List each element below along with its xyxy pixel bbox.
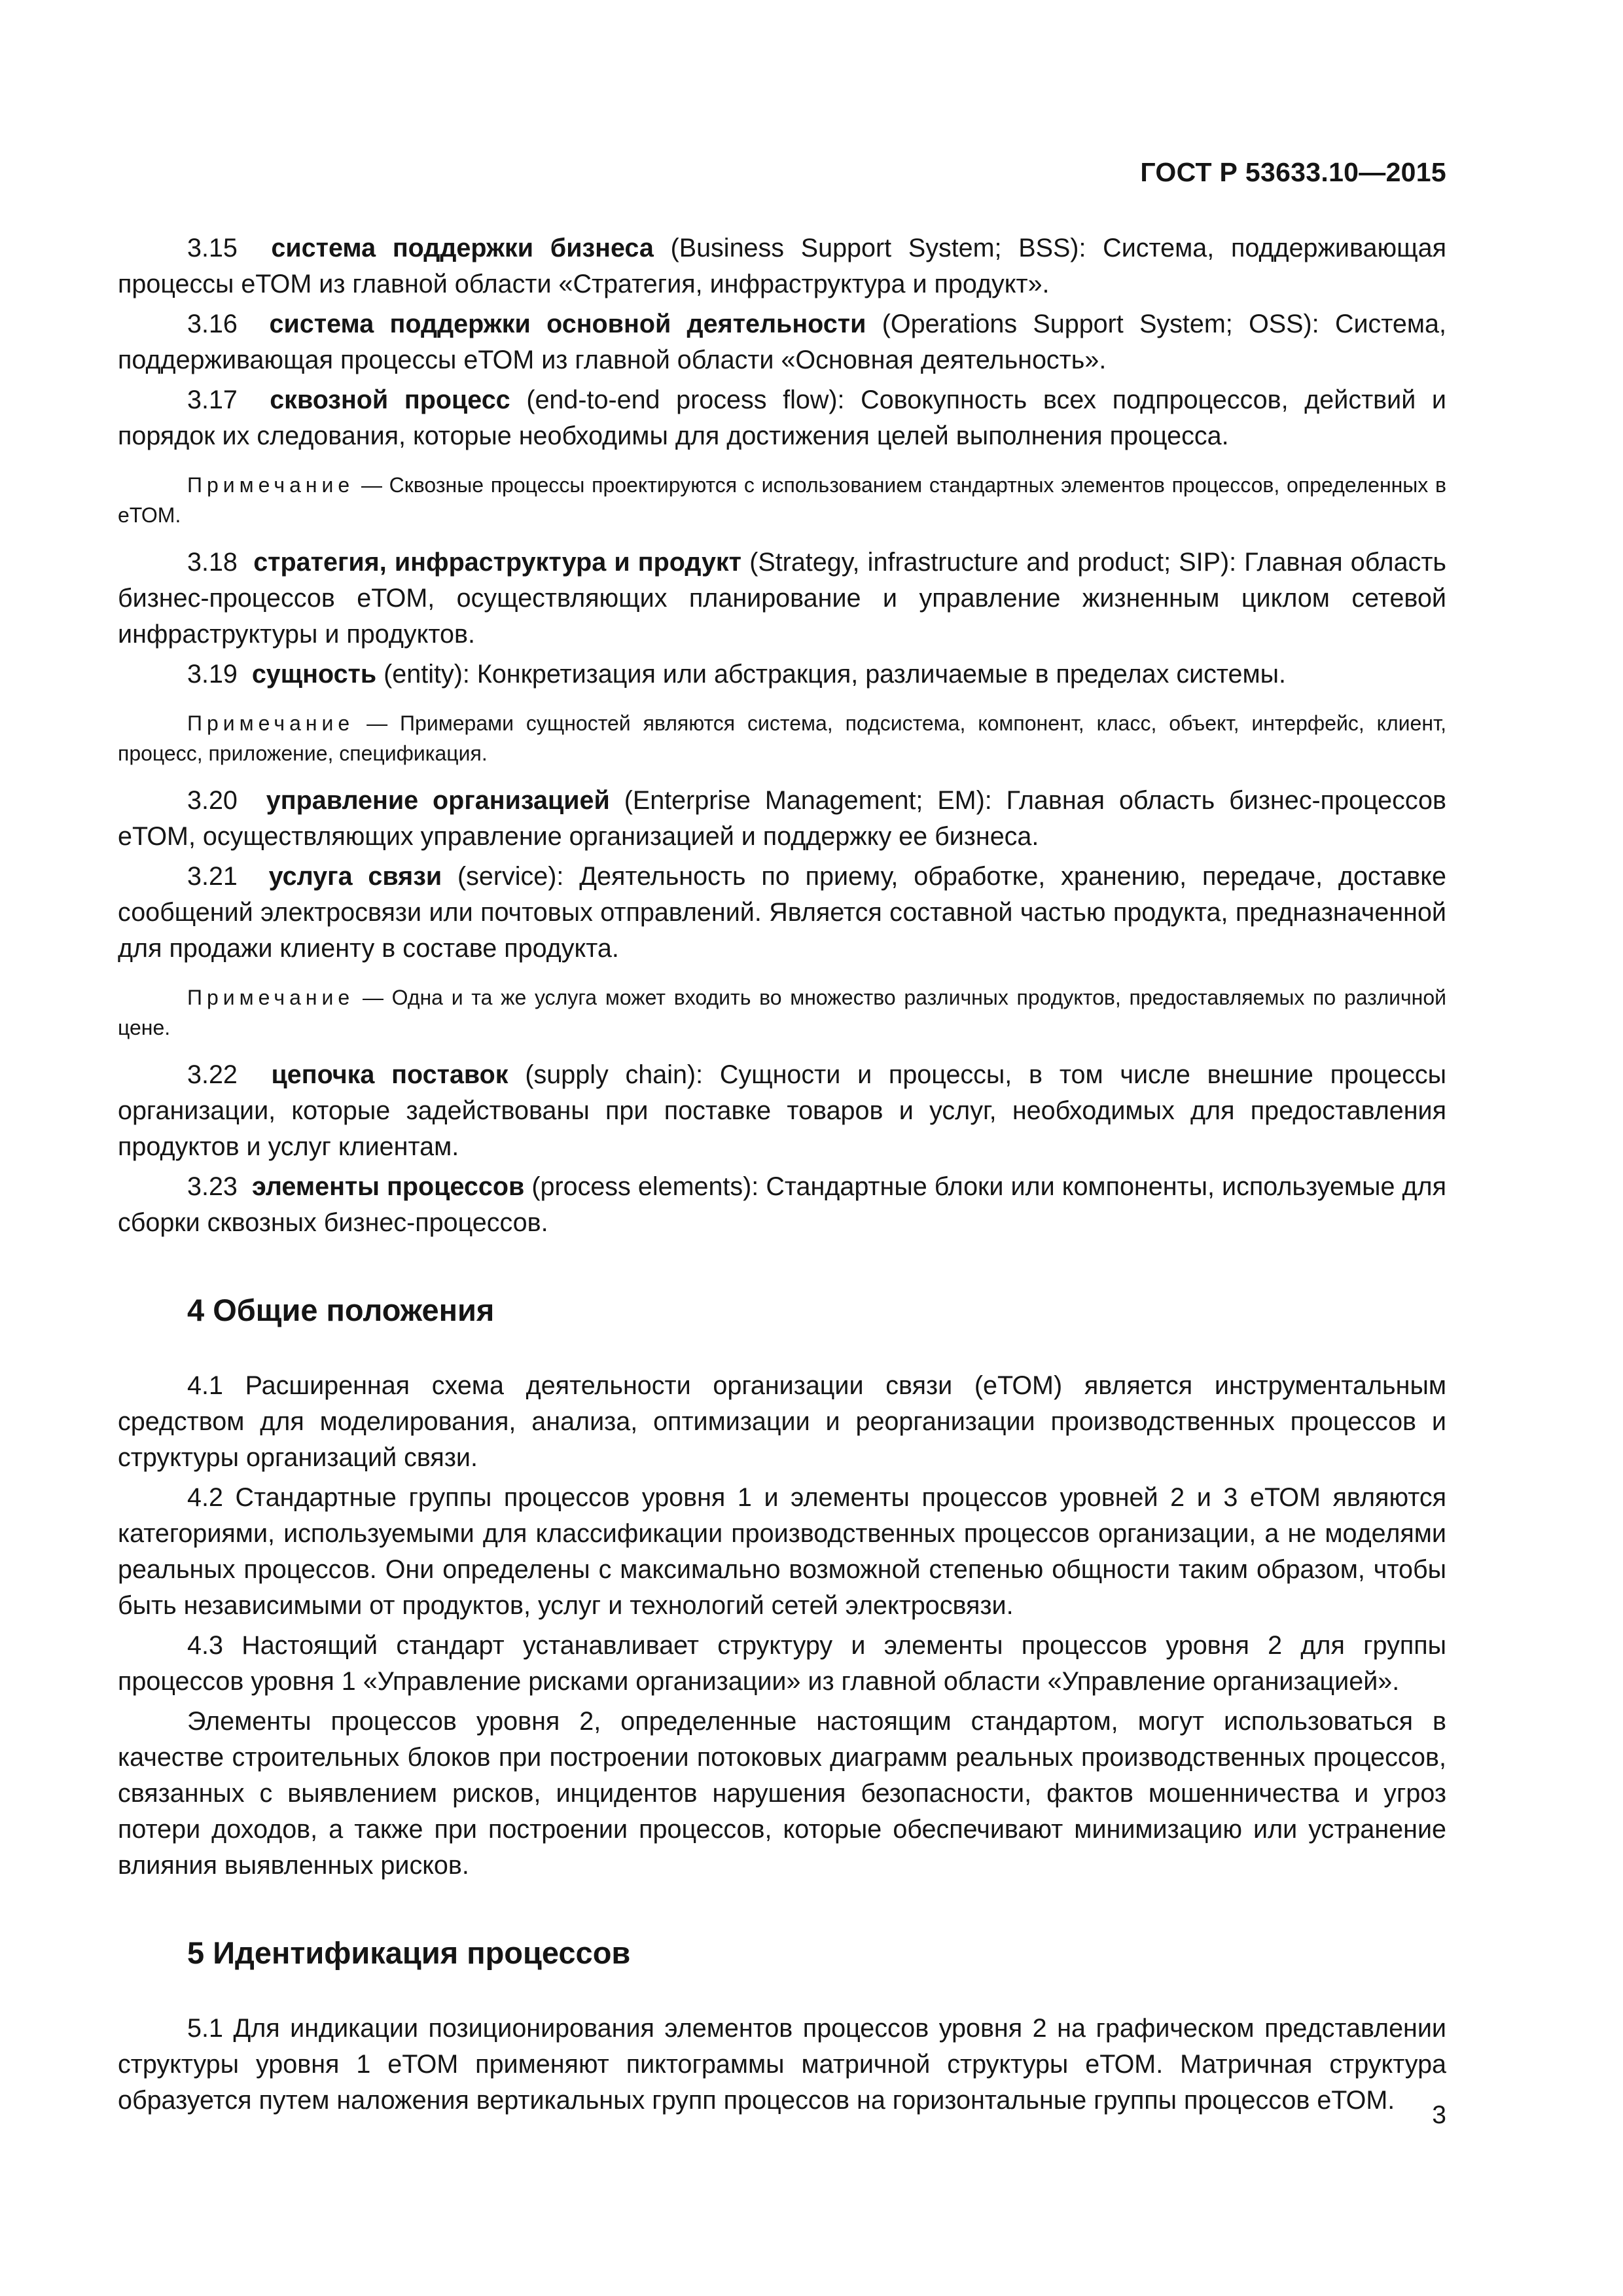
definition-3-20 (118, 783, 1446, 855)
definition-text: (entity): Конкретизация или абстракция, различаемые в пределах системы. (383, 660, 1287, 689)
definition-3-16 (118, 306, 1446, 378)
definition-text: (Business Support System; BSS): Система, поддерживающая процессы еТОМ из главной области «Стратегия, инфраструктура и продукт». (118, 234, 1446, 298)
definition-term: элементы процессов (252, 1172, 525, 1201)
note-text: — Примерами сущностей являются система, подсистема, компонент, класс, объект, интерфейс, клиент, процесс, приложение, спецификация. (118, 711, 1447, 765)
definition-number: 3.20 (187, 786, 238, 815)
note-label: Примечание (187, 473, 355, 497)
definition-3-23 (118, 1169, 1446, 1241)
paragraph-4-2: 4.2 Стандартные группы процессов уровня 1 и элементы процессов уровней 2 и 3 еТОМ являются категориями, используемыми для классификации производственных процессов организации, а не моделями реальных процессов. Они определены с максимально возможной степенью общности таким образом, чтобы быть независимыми от продуктов, услуг и технологий сетей электросвязи. (118, 1483, 1446, 1620)
document-code: ГОСТ Р 53633.10—2015 (1140, 157, 1446, 187)
section-5-heading: 5 Идентификация процессов (187, 1935, 631, 1970)
definition-number: 3.19 (187, 660, 238, 689)
definition-text: (process elements): Стандартные блоки или компоненты, используемые для сборки сквозных бизнес-процессов. (118, 1172, 1446, 1237)
paragraph-4-1: 4.1 Расширенная схема деятельности организации связи (еТОМ) является инструментальным средством для моделирования, анализа, оптимизации и реорганизации производственных процессов и структуры организаций связи. (118, 1371, 1446, 1472)
definition-number: 3.17 (187, 386, 238, 414)
definition-3-17 (118, 382, 1446, 454)
note-text: — Сквозные процессы проектируются с использованием стандартных элементов процессов, определенных в еТОМ. (118, 473, 1447, 527)
document-body (118, 230, 1446, 2119)
note-3-17 (118, 470, 1446, 530)
definition-term: услуга связи (268, 862, 442, 891)
paragraph-4-3-continued: Элементы процессов уровня 2, определенные настоящим стандартом, могут использоваться в качестве строительных блоков при построении потоковых диаграмм реальных производственных процессов, связанных с выявлением рисков, инцидентов нарушения безопасности, фактов мошенничества и угроз потери доходов, а также при построении процессов, которые обеспечивают минимизацию или устранение влияния выявленных рисков. (118, 1707, 1446, 1880)
definition-number: 3.21 (187, 862, 238, 891)
definition-term: управление организацией (266, 786, 610, 815)
note-label: Примечание (187, 986, 355, 1009)
definition-number: 3.22 (187, 1060, 238, 1089)
definition-term: стратегия, инфраструктура и продукт (253, 548, 742, 577)
definition-term: система поддержки основной деятельности (269, 310, 866, 338)
definition-text: (Enterprise Management; EM): Главная область бизнес-процессов еТОМ, осуществляющих управление организацией и поддержку ее бизнеса. (118, 786, 1446, 851)
paragraph-4-3: 4.3 Настоящий стандарт устанавливает структуру и элементы процессов уровня 2 для группы процессов уровня 1 «Управление рисками организации» из главной области «Управление организацией». (118, 1631, 1446, 1696)
note-text: — Одна и та же услуга может входить во множество различных продуктов, предоставляемых по различной цене. (118, 986, 1447, 1039)
definition-term: система поддержки бизнеса (271, 234, 654, 262)
definition-3-15 (118, 230, 1446, 302)
definition-text: (supply chain): Сущности и процессы, в том числе внешние процессы организации, которые задействованы при поставке товаров и услуг, необходимых для предоставления продуктов и услуг клиентам. (118, 1060, 1447, 1161)
note-3-21 (118, 982, 1446, 1043)
definition-text: (end-to-end process flow): Совокупность всех подпроцессов, действий и порядок их следования, которые необходимы для достижения целей выполнения процесса. (118, 386, 1446, 450)
definition-3-21 (118, 859, 1446, 967)
definition-number: 3.18 (187, 548, 238, 577)
definition-term: сквозной процесс (270, 386, 510, 414)
definition-3-22 (118, 1057, 1446, 1165)
definition-3-18 (118, 545, 1446, 653)
definition-text: (service): Деятельность по приему, обработке, хранению, передаче, доставке сообщений электросвязи или почтовых отправлений. Является составной частью продукта, предназначенной для продажи клиенту в составе продукта. (118, 862, 1446, 963)
definition-number: 3.16 (187, 310, 238, 338)
section-4-heading: 4 Общие положения (187, 1293, 495, 1327)
definition-text: (Strategy, infrastructure and product; SIP): Главная область бизнес-процессов еТОМ, осуществляющих планирование и управление жизненным циклом сетевой инфраструктуры и продуктов. (118, 548, 1446, 649)
paragraph-5-1: 5.1 Для индикации позиционирования элементов процессов уровня 2 на графическом представлении структуры уровня 1 еТОМ применяют пиктограммы матричной структуры еТОМ. Матричная структура образуется путем наложения вертикальных групп процессов на горизонтальные группы процессов еТОМ. (118, 2014, 1446, 2115)
definition-term: сущность (251, 660, 377, 689)
note-label: Примечание (187, 711, 355, 735)
note-3-19 (118, 708, 1446, 768)
definition-text: (Operations Support System; OSS): Система, поддерживающая процессы еТОМ из главной области «Основная деятельность». (118, 310, 1446, 374)
page-number: 3 (1432, 2101, 1446, 2129)
definition-3-19 (118, 656, 1446, 692)
definition-number: 3.15 (187, 234, 238, 262)
definition-term: цепочка поставок (271, 1060, 508, 1089)
definition-number: 3.23 (187, 1172, 238, 1201)
